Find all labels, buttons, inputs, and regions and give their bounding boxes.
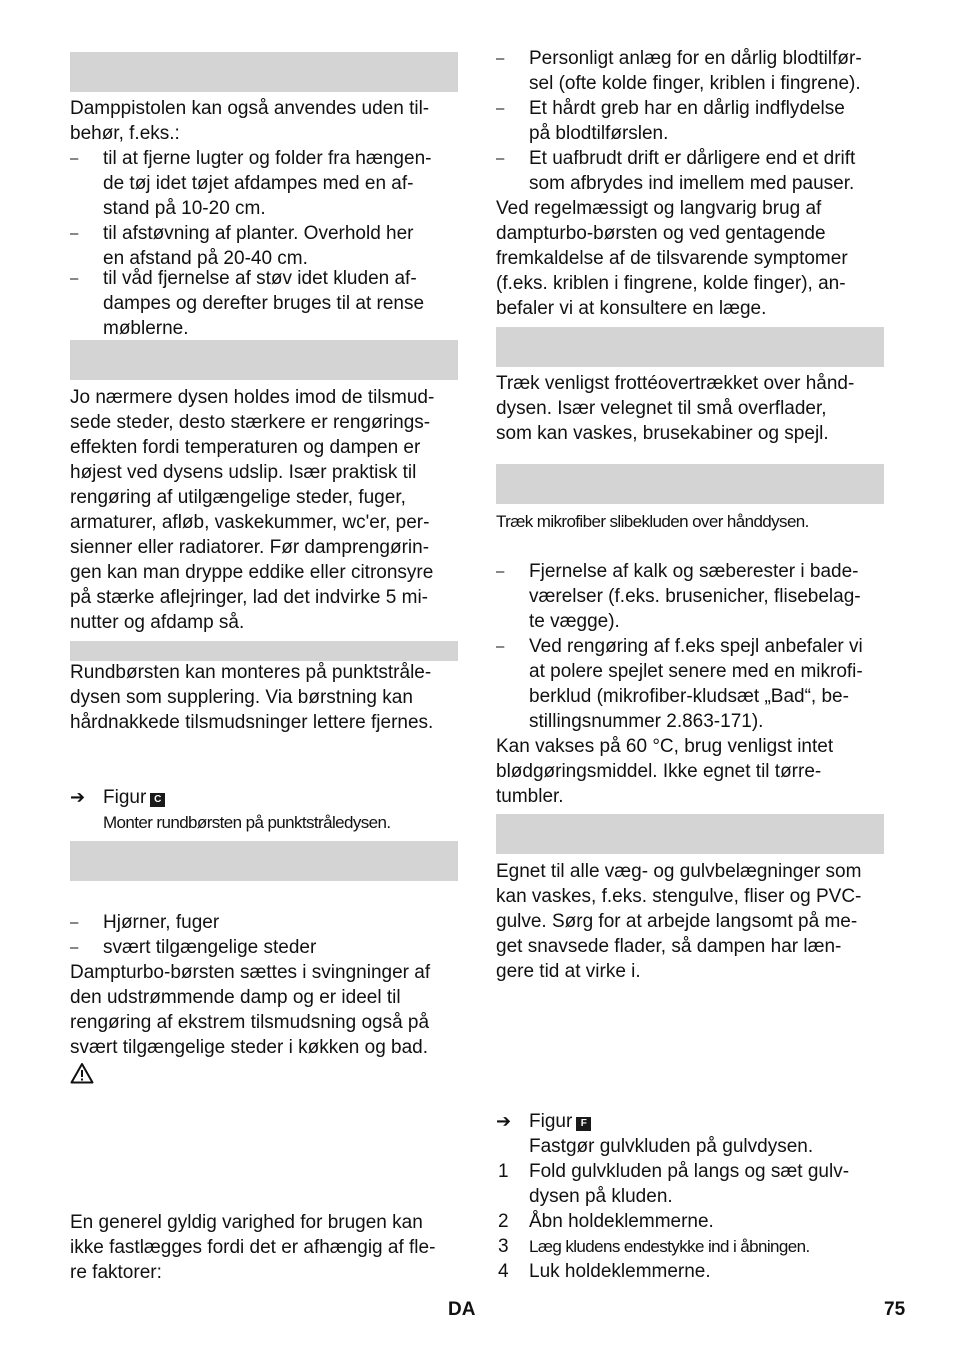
section-header-bar [70, 340, 458, 380]
dash-bullet: – [496, 150, 505, 167]
turbo-paragraph: Dampturbo-børsten sættes i svingninger af den udstrømmende damp og er ideel til rengøring af ekstrem tilsmudsning også på svært tilgængelige steder i køkken og bad. [70, 962, 431, 1058]
section-header-bar [70, 641, 458, 661]
dash-bullet: – [70, 225, 79, 242]
section-header-bar [496, 327, 884, 367]
terry-cover-paragraph: Træk venligst frottéovertrækket over hånd- dysen. Især velegnet til små overflader, som kan vaskes, brusekabiner og spejl. [496, 373, 855, 444]
dash-bullet: – [70, 270, 79, 287]
footer-language: DA [448, 1299, 476, 1320]
nozzle-paragraph: Jo nærmere dysen holdes imod de tilsmud- sede steder, desto stærkere er rengørings- effekten fordi temperaturen og dampen er højest ved dysens udslip. Især praktisk til rengøring af utilgængelige steder, fuger, armaturer, afløb, vaskekummer, wc'er, per- sienner eller radiatorer. Før damprengørin- gen kan man dryppe eddike eller citronsyre på stærke aflejringer, lad det indvirke 5 mi- nutter og afdamp så. [70, 387, 435, 633]
dash-bullet: – [70, 150, 79, 167]
dash-bullet: – [70, 914, 79, 931]
figure-f-icon: F [576, 1117, 591, 1131]
section-header-bar [496, 814, 884, 854]
page-number: 75 [884, 1299, 906, 1320]
dash-bullet: – [496, 563, 505, 580]
regular-use-paragraph: Ved regelmæssigt og langvarig brug af dampturbo-børsten og ved gentagende fremkaldelse af de tilsvarende symptomer (f.eks. kriblen i fingrene, kolde finger), an- befaler vi at konsultere en læge. [496, 198, 848, 319]
figure-c-icon: C [150, 793, 165, 807]
dash-bullet: – [496, 50, 505, 67]
dash-bullet: – [496, 638, 505, 655]
brush-paragraph: Rundbørsten kan monteres på punktstråle- dysen som supplering. Via børstning kan hårdnakkede tilsmudsninger lettere fjernes. [70, 662, 434, 733]
section-header-bar [496, 464, 884, 504]
duration-paragraph: En generel gyldig varighed for brugen kan ikke fastlægges fordi det er afhængig af fle- re faktorer: [70, 1212, 436, 1283]
dash-bullet: – [496, 100, 505, 117]
wash-paragraph: Kan vakses på 60 °C, brug venligst intet blødgøringsmiddel. Ikke egnet til tørre- tumbler. [496, 736, 834, 807]
arrow-right-icon: ➔ [496, 1111, 512, 1131]
intro-paragraph: Damppistolen kan også anvendes uden til- behør, f.eks.: [70, 98, 430, 144]
microfiber-paragraph: Træk mikrofiber slibekluden over hånddysen. [496, 512, 809, 531]
dash-bullet: – [70, 939, 79, 956]
warning-triangle-icon [70, 1062, 94, 1084]
section-header-bar [70, 841, 458, 881]
floor-paragraph: Egnet til alle væg- og gulvbelægninger som kan vaskes, f.eks. stengulve, fliser og PVC- gulve. Sørg for at arbejde langsomt på me- get snavsede flader, så dampen har læn- gere tid at virke i. [496, 861, 862, 982]
section-header-bar [70, 52, 458, 92]
arrow-right-icon: ➔ [70, 787, 86, 807]
